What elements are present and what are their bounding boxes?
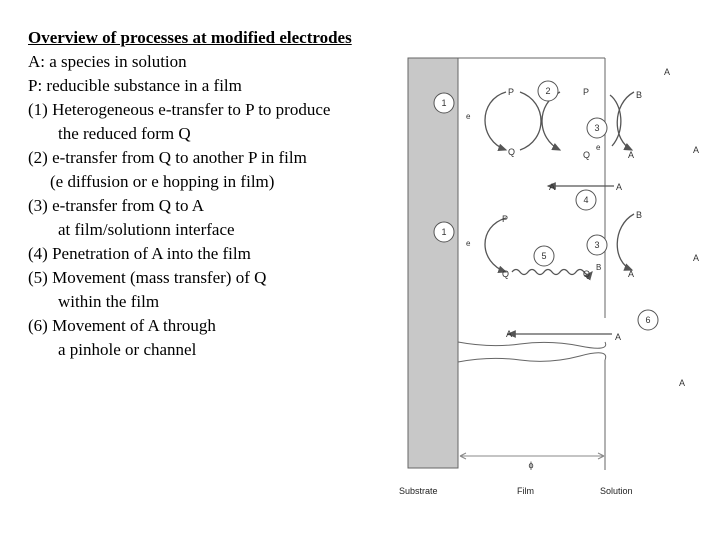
circle-3-top-label: 3 — [594, 123, 600, 133]
label-a-3: A — [616, 182, 623, 192]
circle-6-label: 6 — [645, 315, 651, 325]
text-line-process-6-cont: a pinhole or channel — [58, 340, 197, 359]
label-b-small: B — [596, 263, 602, 272]
label-q-1: Q — [508, 147, 516, 157]
circle-1-bottom-label: 1 — [441, 227, 447, 237]
label-e-1: e — [466, 112, 471, 121]
text-line-process-6: (6) Movement of A through — [28, 316, 216, 335]
text-line-species-a: A: a species in solution — [28, 52, 187, 71]
label-q-2: Q — [583, 150, 591, 160]
label-p-3: P — [502, 214, 509, 224]
upper-arcs — [485, 92, 634, 186]
label-p-2: P — [583, 87, 590, 97]
text-line-process-1-cont: the reduced form Q — [58, 124, 191, 143]
slide-title: Overview of processes at modified electrodes — [28, 28, 352, 47]
circle-4-label: 4 — [583, 195, 589, 205]
label-a-far-4: A — [679, 378, 686, 388]
film-thickness-arrow — [460, 453, 604, 459]
label-a-far-2: A — [693, 145, 700, 155]
text-line-species-p: P: reducible substance in a film — [28, 76, 242, 95]
text-line-process-1: (1) Heterogeneous e-transfer to P to produce — [28, 100, 331, 119]
label-b-1: B — [636, 90, 643, 100]
label-p-1: P — [508, 87, 515, 97]
circle-1-top-label: 1 — [441, 98, 447, 108]
label-a-far-1: A — [664, 67, 671, 77]
film-boundary — [458, 58, 606, 470]
label-q-3: Q — [502, 269, 510, 279]
circle-3-bottom-label: 3 — [594, 240, 600, 250]
film-label: Film — [517, 486, 534, 496]
text-line-process-2-cont: (e diffusion or e hopping in film) — [50, 172, 275, 191]
label-a-2: A — [549, 182, 556, 192]
circle-2-label: 2 — [545, 86, 551, 96]
substrate-region — [408, 58, 458, 468]
label-a-4: A — [628, 269, 635, 279]
text-line-process-2: (2) e-transfer from Q to another P in film — [28, 148, 307, 167]
label-q-4: Q — [583, 269, 591, 279]
circle-5-label: 5 — [541, 251, 547, 261]
label-a-5: A — [506, 329, 513, 339]
label-e-2: e — [596, 143, 601, 152]
label-a-far-3: A — [693, 253, 700, 263]
text-line-process-4: (4) Penetration of A into the film — [28, 244, 251, 263]
substrate-label: Substrate — [399, 486, 438, 496]
label-e-3: e — [466, 239, 471, 248]
solution-label: Solution — [600, 486, 633, 496]
label-a-1: A — [628, 150, 635, 160]
species-labels — [466, 67, 699, 470]
text-line-process-3-cont: at film/solutionn interface — [58, 220, 235, 239]
label-b-2: B — [636, 210, 643, 220]
label-a-6: A — [615, 332, 622, 342]
text-line-process-3: (3) e-transfer from Q to A — [28, 196, 205, 215]
text-line-process-5-cont: within the film — [58, 292, 160, 311]
label-phi: ϕ — [528, 460, 534, 470]
text-line-process-5: (5) Movement (mass transfer) of Q — [28, 268, 267, 287]
